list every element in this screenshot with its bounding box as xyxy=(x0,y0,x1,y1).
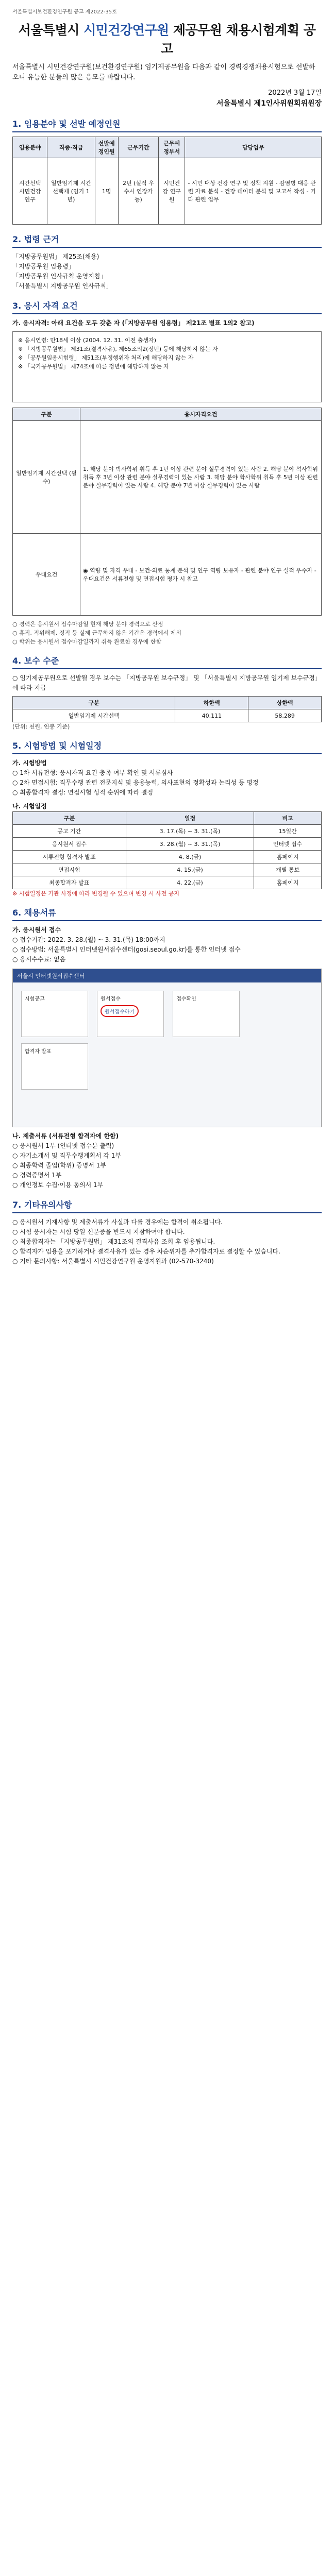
col-header: 선발예정인원 xyxy=(95,137,118,158)
section-notes xyxy=(12,1198,322,1266)
sched-note: 인터넷 접수 xyxy=(254,838,322,851)
doc-item: ○ 응시원서 1부 (인터넷 접수분 출력) xyxy=(12,1142,114,1149)
title-suffix: 제공무원 채용시험계획 공고 xyxy=(161,23,316,56)
table-row xyxy=(13,876,322,889)
doc-item: ○ 경력증명서 1부 xyxy=(12,1172,62,1179)
schedule-note: ※ 시험일정은 기관 사정에 따라 변경될 수 있으며 변경 시 사전 공지 xyxy=(12,890,179,897)
col-header: 하한액 xyxy=(175,697,248,709)
sched-kind: 최종합격자 발표 xyxy=(13,876,126,889)
cell-rank: 일반임기제 시간선택제 (임기 1년) xyxy=(47,158,95,225)
sched-date: 4. 22.(금) xyxy=(126,876,254,889)
note-item: ○ 응시원서 기재사항 및 제출서류가 사실과 다를 경우에는 합격이 취소됩니다. xyxy=(12,1218,223,1226)
website-body xyxy=(13,982,321,1127)
requirements-table xyxy=(12,408,322,616)
apply-button: 원서접수하기 xyxy=(101,1005,139,1017)
cell-duty: - 시민 대상 건강 연구 및 정책 지원 - 감염병 대응 관련 자료 분석 - 건강 데이터 분석 및 보고서 작성 - 기타 관련 업무 xyxy=(185,158,322,225)
col-header: 담당업무 xyxy=(185,137,322,158)
col-header: 구분 xyxy=(13,408,80,421)
table-row xyxy=(13,158,322,225)
table-row xyxy=(13,851,322,863)
eligibility-note: ○ 경력은 응시원서 접수마감일 현재 해당 분야 경력으로 산정 xyxy=(12,621,163,628)
col-header: 응시자격요건 xyxy=(80,408,322,421)
cell-field: 시간선택 시민건강 연구 xyxy=(13,158,47,225)
section-exam xyxy=(12,739,322,898)
section-eligibility xyxy=(12,299,322,646)
announcement-date: 2022년 3월 17일 xyxy=(268,89,322,97)
table-row xyxy=(13,709,322,722)
card-label: 시험공고 xyxy=(25,996,45,1002)
salary-kind: 일반임기제 시간선택 xyxy=(13,709,175,722)
eligibility-note: ○ 휴직, 직위해제, 정직 등 실제 근무하지 않은 기간은 경력에서 제외 xyxy=(12,630,181,636)
card-label: 원서접수 xyxy=(101,996,121,1002)
page-title xyxy=(12,20,322,57)
sched-kind: 응시원서 접수 xyxy=(13,838,126,851)
sched-note: 개별 통보 xyxy=(254,863,322,876)
req-value: ◉ 역량 및 자격 우대 - 보건·의료 통계 분석 및 연구 역량 보유자 - 관련 분야 연구 실적 우수자 - 우대요건은 서류전형 및 면접시험 평가 시 참고 xyxy=(80,534,322,616)
title-prefix: 서울특별시 xyxy=(18,23,84,38)
section-title: 4. 보수 수준 xyxy=(12,654,322,669)
application-line: ○ 접수방법: 서울특별시 인터넷원서접수센터(gosi.seoul.go.kr)를 통한 인터넷 접수 xyxy=(12,946,241,953)
card-label: 접수확인 xyxy=(176,996,196,1002)
card-label: 합격자 발표 xyxy=(25,1049,52,1055)
sched-date: 3. 28.(월) ~ 3. 31.(목) xyxy=(126,838,254,851)
section-title: 5. 시험방법 및 시험일정 xyxy=(12,739,322,754)
note-item: ○ 기타 문의사항: 서울특별시 시민건강연구원 운영지원과 (02-570-3240) xyxy=(12,1258,214,1265)
docs-lead: 나. 제출서류 (서류전형 합격자에 한함) xyxy=(12,1132,119,1140)
req-key: 일반임기제 시간선택 (필수) xyxy=(13,421,80,534)
col-header: 일정 xyxy=(126,812,254,825)
sched-kind: 공고 기간 xyxy=(13,825,126,838)
table-row xyxy=(13,421,322,534)
exam-method: ○ 최종합격자 결정: 면접시험 성적 순위에 따라 결정 xyxy=(12,789,154,796)
intro-text: 서울특별시 시민건강연구원(보건환경연구원) 임기제공무원을 다음과 같이 경력경쟁채용시험으로 선발하오니 유능한 분들의 많은 응모를 바랍니다. xyxy=(12,63,315,81)
table-row xyxy=(13,825,322,838)
sched-kind: 면접시험 xyxy=(13,863,126,876)
section-positions xyxy=(12,117,322,225)
announcement-number: 서울특별시보건환경연구원 공고 제2022-35호 xyxy=(12,9,117,15)
announcement-page xyxy=(0,0,334,1266)
sched-note: 홈페이지 xyxy=(254,851,322,863)
website-card xyxy=(21,991,88,1037)
salary-high: 58,289 xyxy=(248,709,322,722)
website-card xyxy=(173,991,240,1037)
law-item: 「지방공무원법」 제25조(채용) xyxy=(12,253,99,260)
issuer: 서울특별시 제1인사위원회위원장 xyxy=(216,99,322,108)
law-item: 「서울특별시 지방공무원 인사규칙」 xyxy=(12,282,112,290)
sched-note: 홈페이지 xyxy=(254,876,322,889)
doc-item: ○ 최종학력 졸업(학위) 증명서 1부 xyxy=(12,1162,106,1169)
col-header: 구분 xyxy=(13,812,126,825)
table-row xyxy=(13,838,322,851)
exam-method: ○ 1차 서류전형: 응시자격 요건 충족 여부 확인 및 서류심사 xyxy=(12,769,173,776)
sched-note: 15일간 xyxy=(254,825,322,838)
exam-method-lead: 가. 시험방법 xyxy=(12,759,47,767)
note-item: ○ 합격자가 임용을 포기하거나 결격사유가 있는 경우 차순위자를 추가합격자로 결정할 수 있습니다. xyxy=(12,1248,280,1255)
sched-date: 4. 15.(금) xyxy=(126,863,254,876)
eligibility-note: ○ 학위는 응시원서 접수마감일까지 취득 완료한 경우에 한함 xyxy=(12,638,162,645)
website-card xyxy=(21,1043,88,1090)
table-row xyxy=(13,863,322,876)
eligibility-box xyxy=(12,331,322,402)
title-highlight: 시민건강연구원 xyxy=(84,23,169,38)
section-title: 3. 응시 자격 요건 xyxy=(12,299,322,314)
col-header: 직종·직급 xyxy=(47,137,95,158)
section-title: 6. 채용서류 xyxy=(12,906,322,921)
salary-lead: ○ 임기제공무원으로 선발될 경우 보수는 「지방공무원 보수규정」 및 「서울특별시 지방공무원 임기제 보수규정」에 따라 지급 xyxy=(12,674,321,691)
table-row xyxy=(13,534,322,616)
sched-kind: 서류전형 합격자 발표 xyxy=(13,851,126,863)
schedule-table xyxy=(12,811,322,889)
application-lead: 가. 응시원서 접수 xyxy=(12,926,61,934)
website-bar: 서울시 인터넷원서접수센터 xyxy=(13,969,321,982)
law-item: 「지방공무원 임용령」 xyxy=(12,263,75,270)
req-value: 1. 해당 분야 박사학위 취득 후 1년 이상 관련 분야 실무경력이 있는 사람 2. 해당 분야 석사학위 취득 후 3년 이상 관련 분야 실무경력이 있는 사람 3. 해당 분야 학사학위 취득 후 5년 이상 관련 분야 실무경력이 있는 사람 4. 해당 분야 7년 이상 실무경력이 있는 사람 xyxy=(80,421,322,534)
sched-date: 3. 17.(목) ~ 3. 31.(목) xyxy=(126,825,254,838)
note-item: ○ 최종합격자는 「지방공무원법」 제31조의 결격사유 조회 후 임용됩니다. xyxy=(12,1238,215,1245)
doc-item: ○ 자기소개서 및 직무수행계획서 각 1부 xyxy=(12,1152,122,1159)
positions-table xyxy=(12,137,322,225)
section-legal-basis xyxy=(12,233,322,291)
col-header: 임용분야 xyxy=(13,137,47,158)
section-documents xyxy=(12,906,322,1190)
sched-date: 4. 8.(금) xyxy=(126,851,254,863)
website-card xyxy=(97,991,164,1037)
req-key: 우대요건 xyxy=(13,534,80,616)
exam-method: ○ 2차 면접시험: 직무수행 관련 전문지식 및 응용능력, 의사표현의 정확성과 논리성 등 평정 xyxy=(12,779,259,786)
schedule-lead: 나. 시험일정 xyxy=(12,803,47,810)
col-header: 근무기간 xyxy=(118,137,158,158)
eligibility-item: ※ 「국가공무원법」 제74조에 따른 정년에 해당하지 않는 자 xyxy=(18,363,169,370)
col-header: 구분 xyxy=(13,697,175,709)
salary-table xyxy=(12,696,322,722)
col-header: 근무예정부서 xyxy=(158,137,185,158)
salary-note: (단위: 천원, 연봉 기준) xyxy=(12,723,70,730)
application-line: ○ 접수기간: 2022. 3. 28.(월) ~ 3. 31.(목) 18:00까지 xyxy=(12,936,165,943)
col-header: 상한액 xyxy=(248,697,322,709)
cell-count: 1명 xyxy=(95,158,118,225)
doc-item: ○ 개인정보 수집·이용 동의서 1부 xyxy=(12,1181,104,1189)
section-title: 1. 임용분야 및 선발 예정인원 xyxy=(12,117,322,132)
website-screenshot xyxy=(12,969,322,1127)
col-header: 비고 xyxy=(254,812,322,825)
eligibility-item: ※ 응시연령: 만18세 이상 (2004. 12. 31. 이전 출생자) xyxy=(18,337,157,344)
eligibility-item: ※ 「지방공무원법」 제31조(결격사유), 제65조의2(정년) 등에 해당하지 않는 자 xyxy=(18,346,218,352)
cell-period: 2년 (실적 우수시 연장가능) xyxy=(118,158,158,225)
eligibility-lead: 가. 응시자격: 아래 요건을 모두 갖춘 자 (「지방공무원 임용령」 제21조 별표 1의2 참고) xyxy=(12,319,255,327)
section-title: 7. 기타유의사항 xyxy=(12,1198,322,1213)
application-line: ○ 응시수수료: 없음 xyxy=(12,956,66,963)
salary-low: 40,111 xyxy=(175,709,248,722)
eligibility-item: ※ 「공무원임용시험령」 제51조(부정행위자 처리)에 해당하지 않는 자 xyxy=(18,354,194,361)
section-salary xyxy=(12,654,322,731)
cell-dept: 시민건강 연구원 xyxy=(158,158,185,225)
law-item: 「지방공무원 인사규칙 운영지침」 xyxy=(12,273,107,280)
section-title: 2. 법령 근거 xyxy=(12,233,322,248)
note-item: ○ 시험 응시자는 시험 당일 신분증을 반드시 지참하여야 합니다. xyxy=(12,1228,185,1235)
